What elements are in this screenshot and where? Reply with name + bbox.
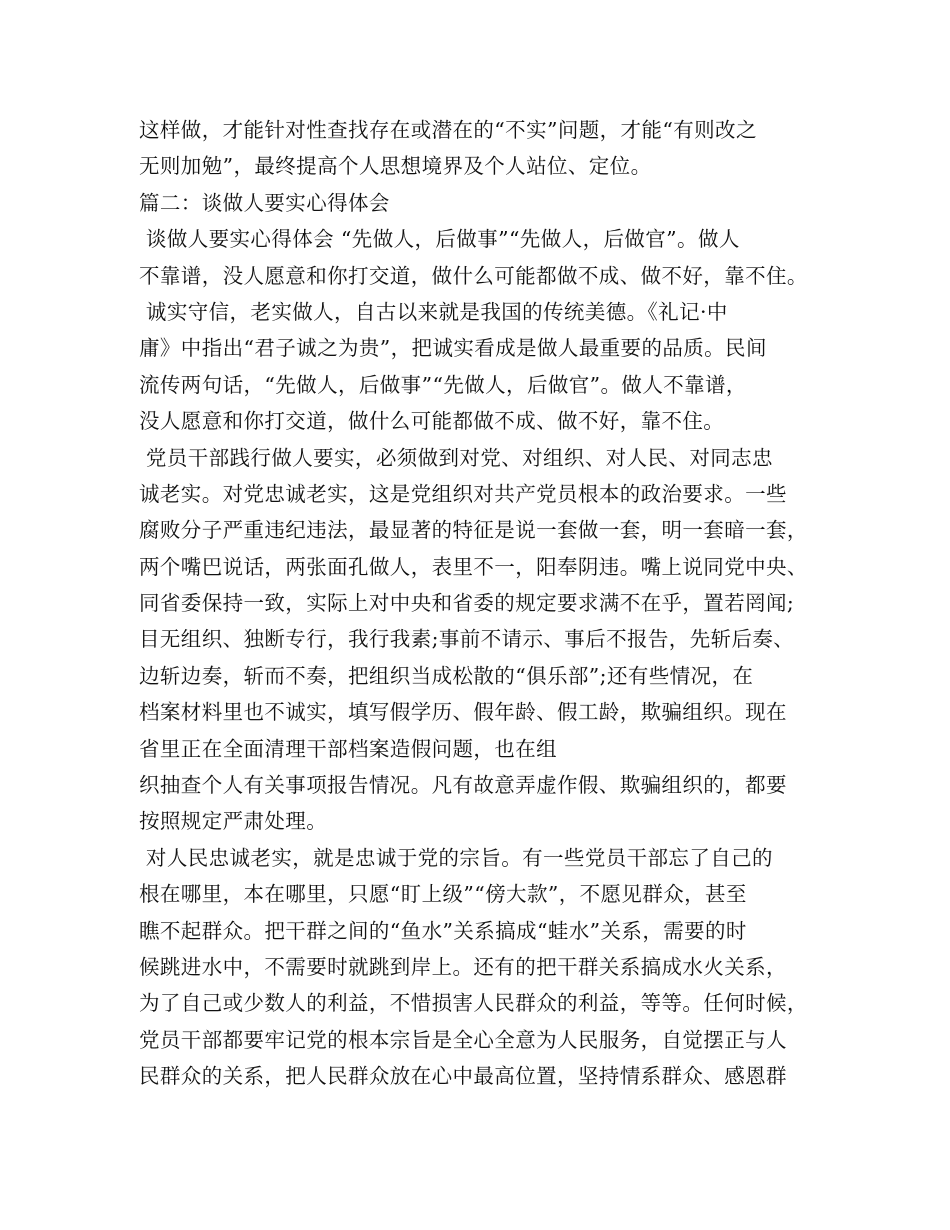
text-line: 诚老实。对党忠诚老实，这是党组织对共产党员根本的政治要求。一些: [139, 481, 787, 506]
text-line: 民群众的关系，把人民群众放在心中最高位置，坚持情系群众、感恩群: [139, 1064, 787, 1089]
text-line: 目无组织、独断专行，我行我素;事前不请示、事后不报告，先斩后奏、: [139, 627, 795, 652]
text-line: 诚实守信，老实做人，自古以来就是我国的传统美德。《礼记·中: [139, 299, 728, 324]
text-line: 党员干部都要牢记党的根本宗旨是全心全意为人民服务，自觉摆正与人: [139, 1027, 787, 1052]
text-line: 没人愿意和你打交道，做什么可能都做不成、做不好，靠不住。: [139, 409, 725, 434]
text-line: 按照规定严肃处理。: [139, 809, 328, 834]
text-line: 边斩边奏，斩而不奏，把组织当成松散的“俱乐部”;还有些情况，在: [139, 663, 754, 688]
text-line: 省里正在全面清理干部档案造假问题，也在组: [139, 736, 557, 761]
text-line: 庸》中指出“君子诚之为贵”，把诚实看成是做人最重要的品质。民间: [139, 336, 767, 361]
text-line: 候跳进水中，不需要时就跳到岸上。还有的把干群关系搞成水火关系，: [139, 954, 787, 979]
text-line: 织抽查个人有关事项报告情况。凡有故意弄虚作假、欺骗组织的，都要: [139, 773, 787, 798]
section-heading: 篇二：谈做人要实心得体会: [139, 190, 390, 215]
text-line: 同省委保持一致，实际上对中央和省委的规定要求满不在乎，置若罔闻;: [139, 591, 795, 616]
text-line: 不靠谱，没人愿意和你打交道，做什么可能都做不成、做不好，靠不住。: [139, 263, 808, 288]
text-line: 瞧不起群众。把干群之间的“鱼水”关系搞成“蛙水”关系，需要的时: [139, 918, 747, 943]
text-line: 党员干部践行做人要实，必须做到对党、对组织、对人民、对同志忠: [139, 445, 773, 470]
text-line: 无则加勉”，最终提高个人思想境界及个人站位、定位。: [139, 154, 652, 179]
text-line: 这样做，才能针对性查找存在或潜在的“不实”问题，才能“有则改之: [139, 118, 757, 142]
text-line: 对人民忠诚老实，就是忠诚于党的宗旨。有一些党员干部忘了自己的: [139, 845, 773, 870]
text-line: 流传两句话，“先做人，后做事”“先做人，后做官”。做人不靠谱，: [139, 372, 747, 397]
text-line: 谈做人要实心得体会 “先做人，后做事”“先做人，后做官”。做人: [139, 227, 740, 252]
text-line: 腐败分子严重违纪违法，最显著的特征是说一套做一套，明一套暗一套，: [139, 518, 808, 543]
text-line: 两个嘴巴说话，两张面孔做人，表里不一，阳奉阴违。嘴上说同党中央、: [139, 554, 808, 579]
text-line: 为了自己或少数人的利益，不惜损害人民群众的利益，等等。任何时候，: [139, 991, 808, 1016]
document-body: [139, 112, 839, 1095]
text-line: 根在哪里，本在哪里，只愿“盯上级”“傍大款”，不愿见群众，甚至: [139, 882, 747, 907]
text-line: 档案材料里也不诚实，填写假学历、假年龄、假工龄，欺骗组织。现在: [139, 700, 787, 725]
